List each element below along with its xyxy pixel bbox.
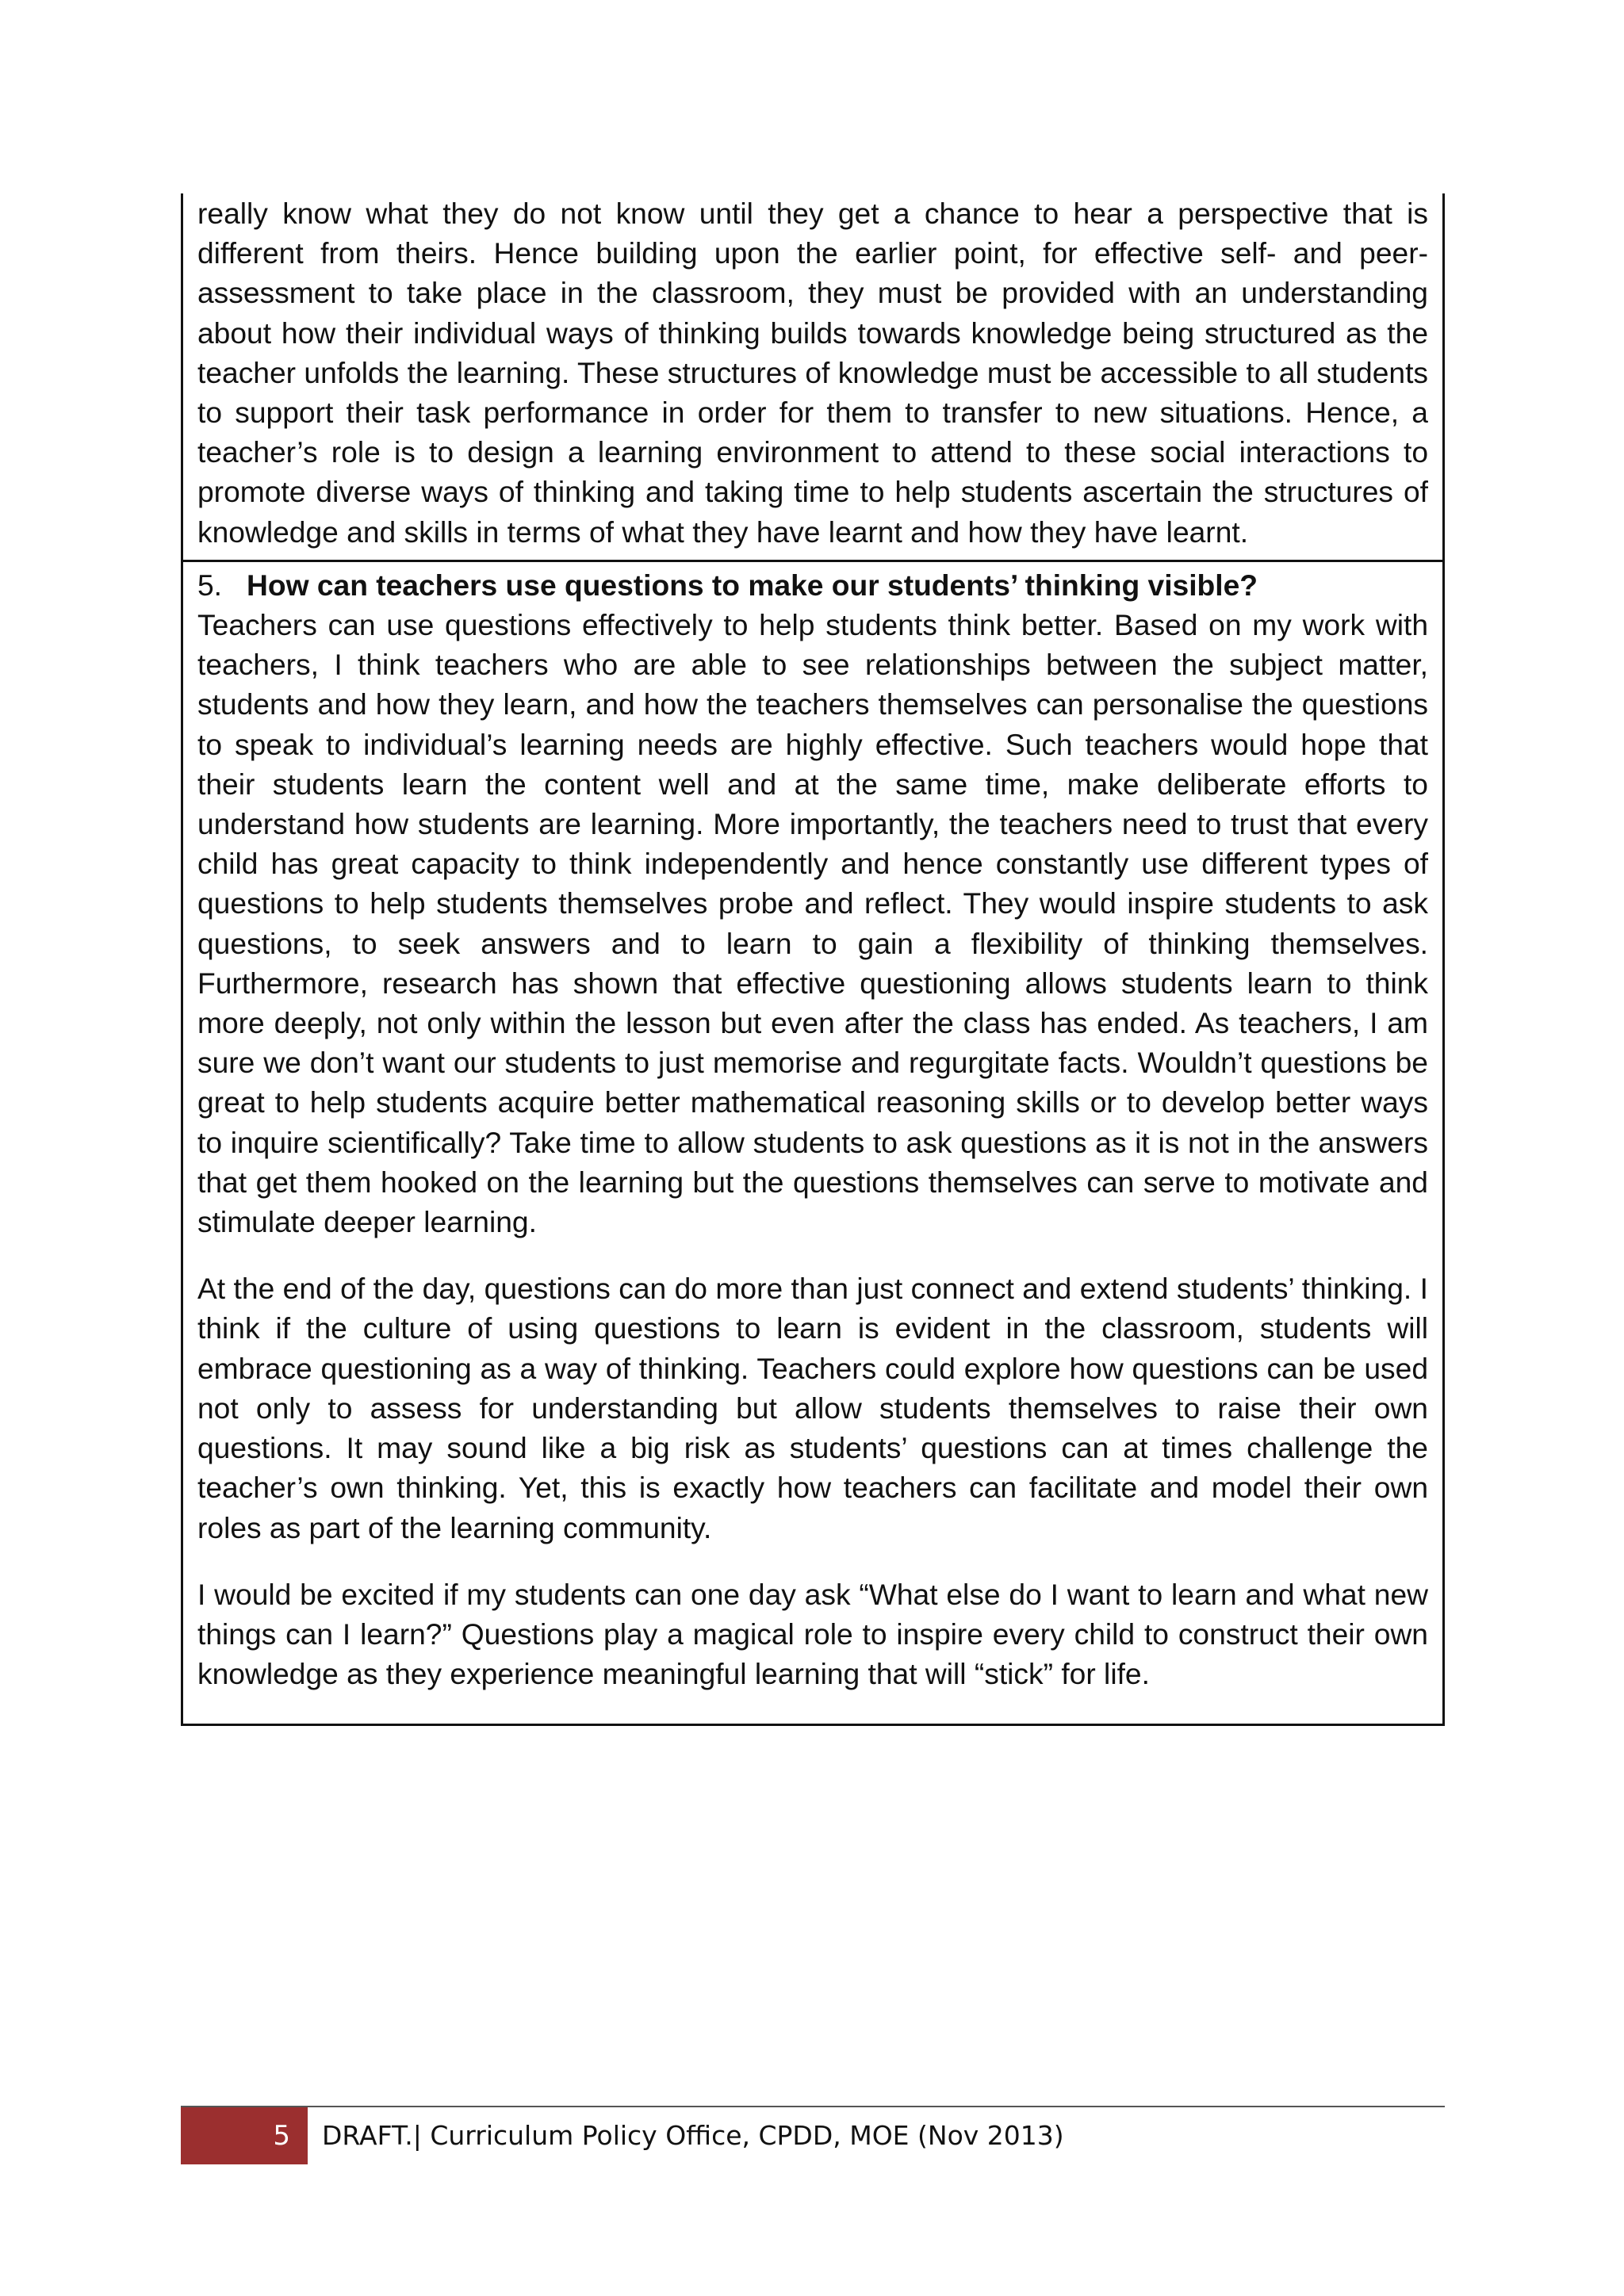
section-5-heading	[197, 565, 1428, 605]
document-body	[181, 193, 1445, 1726]
section-paragraph: I would be excited if my students can one day ask “What else do I want to learn and what new things can I learn?” Questions play a magical role to inspire every child to construct their own knowledge as they experience meaningful learning that will “stick” for life.	[197, 1577, 1428, 1691]
continued-paragraph: really know what they do not know until they get a chance to hear a perspective that is different from theirs. Hence building upon the earlier point, for effective self- and peer-assessment to take place in the classroom, they must be provided with an understanding about how their individual ways of thinking builds towards knowledge being structured as the teacher unfolds the learning. These structures of knowledge must be accessible to all students to support their task performance in order for them to transfer to new situations. Hence, a teacher’s role is to design a learning environment to attend to these social interactions to promote diverse ways of thinking and taking time to help students ascertain the structures of knowledge and skills in terms of what they have learnt and how they have learnt.	[197, 197, 1428, 549]
section-paragraph: Teachers can use questions effectively to help students think better. Based on my work with teachers, I think teachers who are able to see relationships between the subject matter, students and how they learn, and how the teachers themselves can personalise the questions to speak to individual’s learning needs are highly effective. Such teachers would hope that their students learn the content well and at the same time, make deliberate efforts to understand how students are learning. More importantly, the teachers need to trust that every child has great capacity to think independently and hence constantly use different types of questions to help students themselves probe and reflect. They would inspire students to ask questions, to seek answers and to learn to gain a flexibility of thinking themselves. Furthermore, research has shown that effective questioning allows students learn to think more deeply, not only within the lesson but even after the class has ended. As teachers, I am sure we don’t want our students to just memorise and regurgitate facts. Wouldn’t questions be great to help students acquire better mathematical reasoning skills or to develop better ways to inquire scientifically? Take time to allow students to ask questions as it is not in the answers that get them hooked on the learning but the questions themselves can serve to motivate and stimulate deeper learning.	[197, 608, 1428, 1239]
footer-text: DRAFT.| Curriculum Policy Office, CPDD, MOE (Nov 2013)	[322, 2120, 1064, 2151]
continued-section-box	[181, 193, 1445, 562]
section-5-box	[181, 562, 1445, 1726]
section-question: How can teachers use questions to make our students’ thinking visible?	[247, 568, 1258, 602]
page-footer	[181, 2106, 1445, 2164]
section-paragraph: At the end of the day, questions can do more than just connect and extend students’ thinking. I think if the culture of using questions to learn is evident in the classroom, students will embrace questioning as a way of thinking. Teachers could explore how questions can be used not only to assess for understanding but allow students themselves to raise their own questions. It may sound like a big risk as students’ questions can at times challenge the teacher’s own thinking. Yet, this is exactly how teachers can facilitate and model their own roles as part of the learning community.	[197, 1272, 1428, 1544]
page-number: 5	[181, 2107, 308, 2164]
section-number: 5.	[197, 568, 223, 602]
